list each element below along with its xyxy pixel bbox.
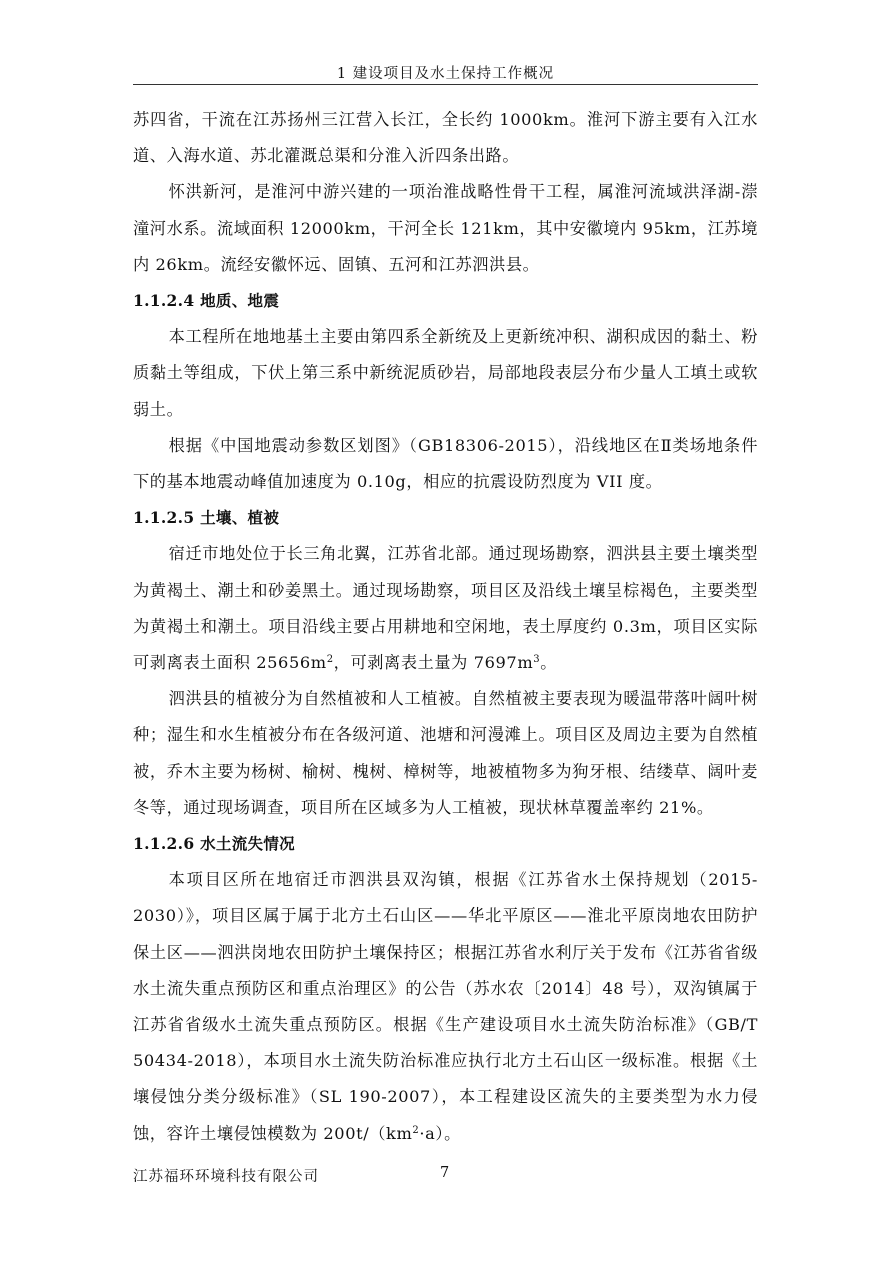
soil-text-c: 。 [540,653,558,673]
paragraph-huaihe-downstream: 苏四省，干流在江苏扬州三江营入长江，全长约 1000km。淮河下游主要有入江水道、入海水道、苏北灌溉总渠和分淮入沂四条出路。 [133,110,758,166]
erosion-unit-superscript: 2 [412,1124,420,1136]
soil-text-b: ，可剥离表土量为 7697m [333,653,534,673]
area-unit-superscript: 2 [326,654,334,666]
paragraph-soil [133,536,758,681]
page-number: 7 [440,1165,450,1181]
paragraph-soil-erosion [133,862,758,1152]
header-divider [133,84,758,85]
page-header: 1 建设项目及水土保持工作概况 [336,66,555,82]
paragraph-geology: 本工程所在地地基土主要由第四系全新统及上更新统冲积、湖积成因的黏土、粉质黏土等组成，下伏上第三系中新统泥质砂岩，局部地段表层分布少量人工填土或软弱土。 [133,327,758,419]
paragraph-vegetation: 泗洪县的植被分为自然植被和人工植被。自然植被主要表现为暖温带落叶阔叶树种；湿生和水生植被分布在各级河道、池塘和河漫滩上。项目区及周边主要为自然植被，乔木主要为杨树、榆树、槐树、樟树等，地被植物多为狗牙根、结缕草、阔叶麦冬等，通过现场调查，项目所在区域多为人工植被，现状林草覆盖率约 21%。 [133,689,758,817]
paragraph-huaihong-river: 怀洪新河，是淮河中游兴建的一项治淮战略性骨干工程，属淮河流域洪泽湖-漴潼河水系。流域面积 12000km，干河全长 121km，其中安徽境内 95km，江苏境内 26km。流经安徽怀远、固镇、五河和江苏泗洪县。 [133,182,758,274]
volume-unit-superscript: 3 [533,654,541,666]
footer-company: 江苏福环环境科技有限公司 [133,1169,319,1185]
section-heading-soil-erosion: 1.1.2.6 水土流失情况 [133,834,295,854]
soil-text-a: 宿迁市地处位于长三角北翼，江苏省北部。通过现场勘察，泗洪县主要土壤类型为黄褐土、潮土和砂姜黑土。通过现场勘察，项目区及沿线土壤呈棕褐色，主要类型为黄褐土和潮土。项目沿线主要占用耕地和空闲地，表土厚度约 0.3m，项目区实际可剥离表土面积 25656m [133,544,758,673]
paragraph-seismic: 根据《中国地震动参数区划图》（GB18306-2015），沿线地区在Ⅱ类场地条件下的基本地震动峰值加速度为 0.10g，相应的抗震设防烈度为 VII 度。 [133,435,758,492]
erosion-text-a: 本项目区所在地宿迁市泗洪县双沟镇，根据《江苏省水土保持规划（2015-2030）》，项目区属于属于北方土石山区——华北平原区——淮北平原岗地农田防护保土区——泗洪岗地农田防护土壤保持区；根据江苏省水利厅关于发布《江苏省省级水土流失重点预防区和重点治理区》的公告（苏水农〔2014〕48 号），双沟镇属于江苏省省级水土流失重点预防区。根据《生产建设项目水土流失防治标准》（GB/T 50434-2018），本项目水土流失防治标准应执行北方土石山区一级标准。根据《土壤侵蚀分类分级标准》（SL 190-2007），本工程建设区流失的主要类型为水力侵蚀，容许土壤侵蚀模数为 200t/（km [133,870,758,1143]
document-body [133,102,758,1152]
section-heading-geology: 1.1.2.4 地质、地震 [133,291,280,311]
section-heading-soil-vegetation: 1.1.2.5 土壤、植被 [133,508,280,528]
erosion-text-b: ·a）。 [419,1123,461,1143]
